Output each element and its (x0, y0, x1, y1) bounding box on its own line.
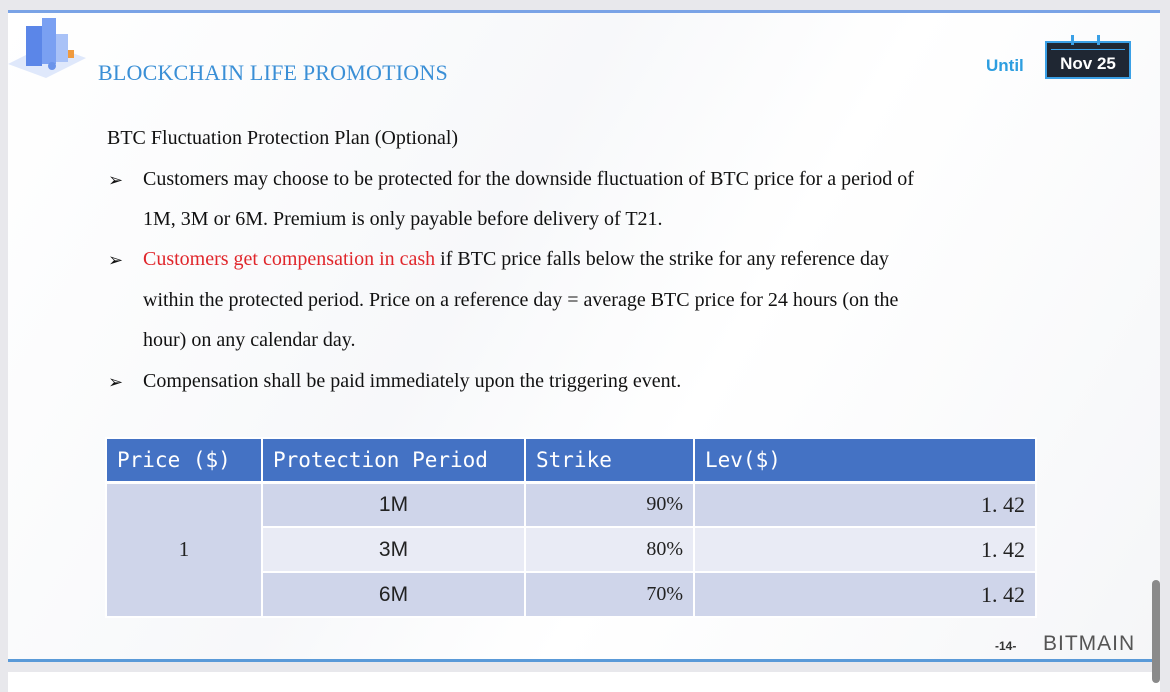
header-lev: Lev($) (694, 438, 1036, 482)
highlight-text: Customers get compensation in cash (143, 248, 436, 270)
period-cell: 1M (262, 482, 525, 527)
bullet-arrow-icon: ➢ (108, 372, 124, 392)
period-cell: 6M (262, 572, 525, 617)
until-label: Until (986, 56, 1024, 75)
slide-bottom-divider (8, 659, 1160, 662)
price-cell: 1 (106, 482, 262, 617)
bullet-2-line-2: within the protected period. Price on a reference day = average BTC price for 24 hours (on the (143, 289, 899, 311)
lev-cell: 1. 42 (694, 527, 1036, 572)
header-price: Price ($) (106, 438, 262, 482)
strike-cell: 70% (525, 572, 694, 617)
bitmain-logo: BITMAIN (1043, 632, 1136, 655)
bullet-2-text: if BTC price falls below the strike for any reference day (435, 248, 889, 270)
table-header-row (106, 438, 1036, 482)
bullet-1-line-2: 1M, 3M or 6M. Premium is only payable before delivery of T21. (143, 208, 663, 230)
strike-cell: 90% (525, 482, 694, 527)
bullet-arrow-icon: ➢ (108, 170, 124, 190)
lev-cell: 1. 42 (694, 482, 1036, 527)
header-strike: Strike (525, 438, 694, 482)
header-period: Protection Period (262, 438, 525, 482)
calendar-pin-icon (1097, 35, 1100, 45)
protection-table (105, 437, 1037, 618)
bullet-arrow-icon: ➢ (108, 250, 124, 270)
slide-title: BLOCKCHAIN LIFE PROMOTIONS (98, 60, 448, 85)
section-heading: BTC Fluctuation Protection Plan (Optional) (107, 127, 459, 149)
table-row (106, 482, 1036, 527)
city-illustration-icon (6, 12, 86, 78)
next-slide-edge (8, 672, 1160, 692)
lev-cell: 1. 42 (694, 572, 1036, 617)
strike-cell: 80% (525, 527, 694, 572)
bullet-2-line-1 (143, 248, 889, 271)
bullet-2-line-3: hour) on any calendar day. (143, 329, 356, 351)
bullet-1-line-1: Customers may choose to be protected for the downside fluctuation of BTC price for a period of (143, 168, 914, 190)
period-cell: 3M (262, 527, 525, 572)
calendar-pin-icon (1071, 35, 1074, 45)
page-number: -14- (995, 639, 1017, 653)
calendar-date-badge (1045, 41, 1131, 79)
date-text: Nov 25 (1060, 54, 1116, 73)
scrollbar[interactable] (1152, 580, 1160, 683)
bullet-3-line-1: Compensation shall be paid immediately upon the triggering event. (143, 370, 682, 392)
